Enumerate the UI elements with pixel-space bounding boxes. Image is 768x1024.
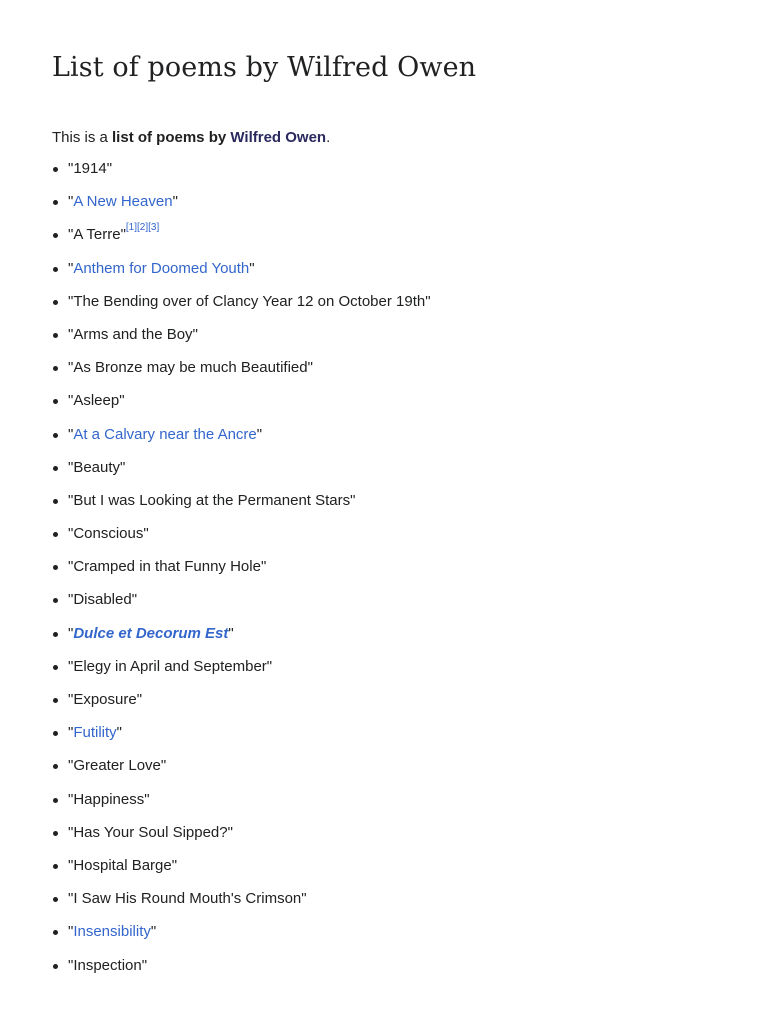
poem-title: A Terre: [73, 226, 121, 244]
poem-list-item: "Cramped in that Funny Hole": [52, 556, 431, 589]
bullet-icon: [53, 333, 58, 338]
poem-list: [52, 158, 431, 988]
bullet-icon: [53, 466, 58, 471]
poem-list-item: "A Terre"[1][2][3]: [52, 224, 431, 257]
poem-list-item: "A New Heaven": [52, 191, 431, 224]
poem-list-item: "Hospital Barge": [52, 855, 431, 888]
bullet-icon: [53, 930, 58, 935]
citation-link[interactable]: [2]: [137, 222, 149, 234]
bullet-icon: [53, 499, 58, 504]
poem-title: But I was Looking at the Permanent Stars: [73, 491, 351, 509]
bullet-icon: [53, 698, 58, 703]
poem-list-item: "Inspection": [52, 955, 431, 988]
bullet-icon: [53, 864, 58, 869]
bullet-icon: [53, 831, 58, 836]
intro-bold-text: list of poems by: [112, 129, 227, 146]
poem-title: Cramped in that Funny Hole: [73, 558, 261, 576]
poem-title: 1914: [73, 160, 107, 177]
poem-list-item: "Anthem for Doomed Youth": [52, 258, 431, 291]
poem-title-link[interactable]: Anthem for Doomed Youth: [73, 259, 250, 277]
poem-title: As Bronze may be much Beautified: [73, 359, 308, 377]
poem-list-item: "Elegy in April and September": [52, 656, 431, 689]
poem-title: I Saw His Round Mouth's Crimson: [73, 890, 302, 908]
bullet-icon: [53, 764, 58, 769]
poem-title: Disabled: [73, 591, 132, 609]
poem-list-item: "Arms and the Boy": [52, 324, 431, 357]
article: [52, 0, 742, 974]
bullet-icon: [53, 665, 58, 670]
poem-list-item: "As Bronze may be much Beautified": [52, 357, 431, 390]
intro-prefix: This is a: [52, 129, 113, 146]
poem-title: Hospital Barge: [73, 856, 172, 874]
intro-suffix: .: [326, 129, 331, 146]
poem-title-link[interactable]: At a Calvary near the Ancre: [73, 425, 257, 443]
poem-title: The Bending over of Clancy Year 12 on October 19th: [73, 292, 426, 310]
poem-title-link[interactable]: A New Heaven: [73, 193, 173, 211]
poem-list-item: "But I was Looking at the Permanent Stars": [52, 490, 431, 523]
bullet-icon: [53, 300, 58, 305]
bullet-icon: [53, 964, 58, 969]
poem-title-link[interactable]: Futility: [73, 724, 117, 742]
bullet-icon: [53, 267, 58, 272]
poem-list-item: "Beauty": [52, 457, 431, 490]
bullet-icon: [53, 200, 58, 205]
poem-list-item: "I Saw His Round Mouth's Crimson": [52, 888, 431, 921]
citation-refs: [126, 222, 159, 233]
citation-link[interactable]: [1]: [125, 222, 138, 234]
poem-list-item: "Exposure": [52, 689, 431, 722]
page-title: List of poems by Wilfred Owen: [52, 52, 477, 83]
poem-list-item: "Futility": [52, 722, 431, 755]
poem-list-item: "Conscious": [52, 523, 431, 556]
citation-link[interactable]: [3]: [148, 222, 160, 234]
poem-title: Greater Love: [73, 757, 161, 775]
poem-list-item: "Has Your Soul Sipped?": [52, 822, 431, 855]
bullet-icon: [53, 399, 58, 404]
poem-title: Conscious: [73, 525, 144, 543]
poem-title: Beauty: [73, 458, 121, 476]
poem-title: Exposure: [73, 691, 137, 708]
poem-title: Asleep: [73, 392, 120, 410]
poem-title: Inspection: [73, 956, 142, 974]
bullet-icon: [53, 897, 58, 902]
poem-list-item: "Dulce et Decorum Est": [52, 623, 431, 656]
bullet-icon: [53, 366, 58, 371]
poem-list-item: "Happiness": [52, 789, 431, 822]
bullet-icon: [53, 167, 58, 172]
bullet-icon: [53, 632, 58, 637]
bullet-icon: [53, 233, 58, 238]
bullet-icon: [53, 532, 58, 537]
bullet-icon: [53, 798, 58, 803]
poem-title: Has Your Soul Sipped?: [73, 823, 228, 841]
bullet-icon: [53, 731, 58, 736]
bullet-icon: [53, 598, 58, 603]
poem-list-item: "Disabled": [52, 589, 431, 622]
poem-title: Elegy in April and September: [73, 657, 267, 675]
poem-list-item: "Insensibility": [52, 921, 431, 954]
poem-list-item: "1914": [52, 158, 431, 191]
poem-title-link[interactable]: Insensibility: [73, 923, 151, 941]
poem-list-item: "Asleep": [52, 390, 431, 423]
intro-paragraph: [52, 128, 330, 148]
bullet-icon: [53, 433, 58, 438]
poem-title: Arms and the Boy: [73, 325, 193, 343]
poem-list-item: "The Bending over of Clancy Year 12 on October 19th": [52, 291, 431, 324]
poem-list-item: "At a Calvary near the Ancre": [52, 424, 431, 457]
poem-title: Happiness: [73, 790, 145, 808]
poem-title-link[interactable]: Dulce et Decorum Est: [73, 624, 229, 642]
wilfred-owen-link[interactable]: Wilfred Owen: [230, 129, 327, 146]
poem-list-item: "Greater Love": [52, 755, 431, 788]
bullet-icon: [53, 565, 58, 570]
